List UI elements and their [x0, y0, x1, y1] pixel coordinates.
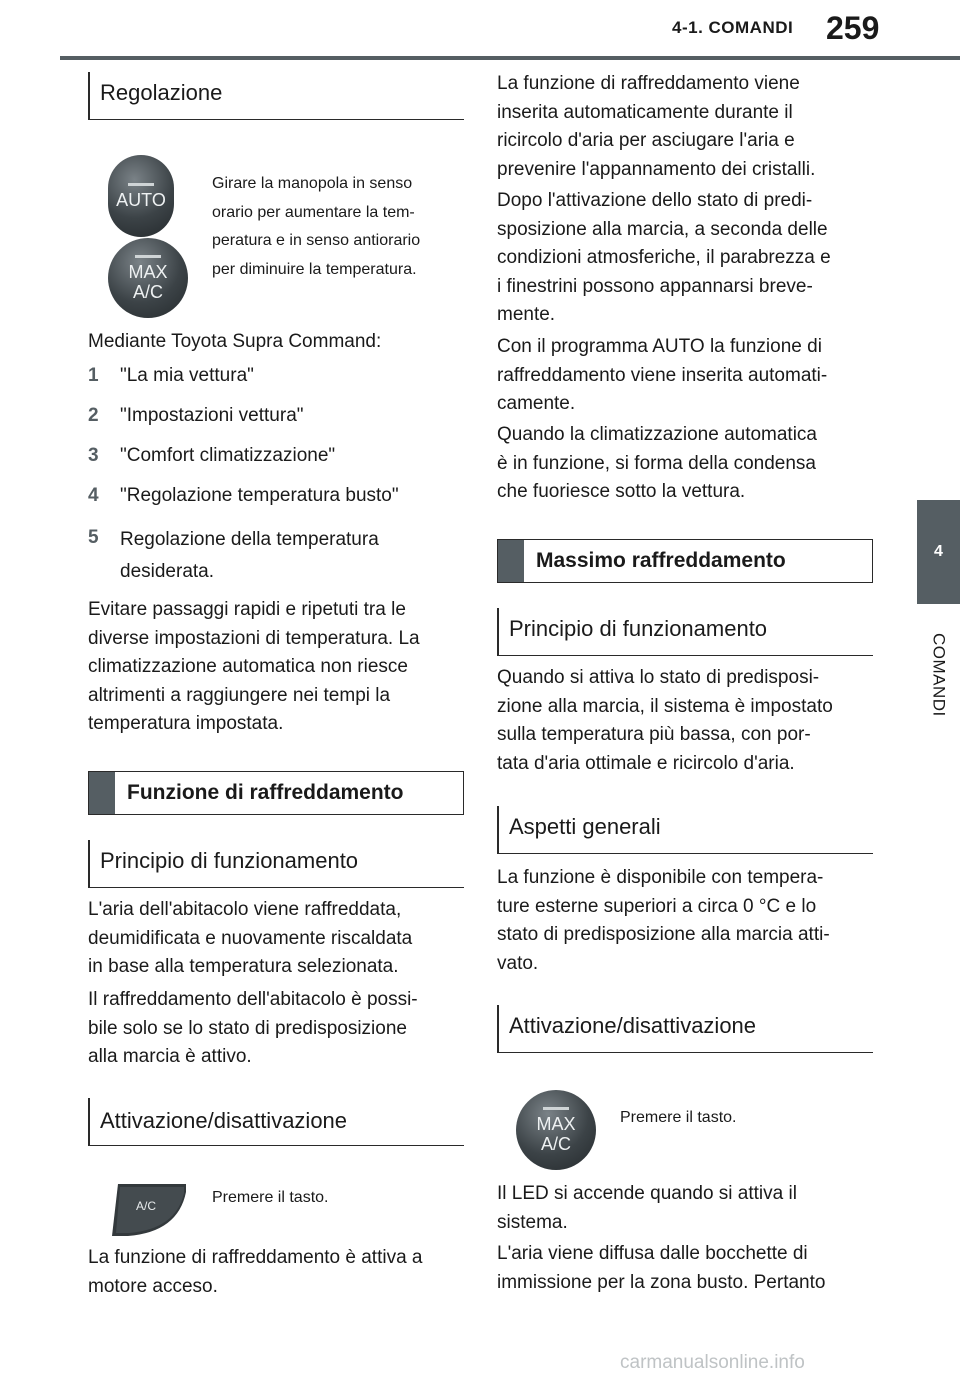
principio-paragraph-2: Il raffreddamento dell'abitacolo è possi- bile solo se lo stato di predisposizione alla marcia è attivo.	[88, 989, 418, 1067]
heading-funzione-raffreddamento: Funzione di raffreddamento	[88, 771, 464, 815]
heading-attivazione-right: Attivazione/disattivazione	[497, 1005, 873, 1053]
auto-button-image	[108, 155, 174, 237]
heading-aspetti-generali: Aspetti generali	[497, 806, 873, 854]
right-paragraph-4: Quando la climatizzazione automatica è in funzione, si forma della condensa che fuoriesce sotto la vettura.	[497, 424, 818, 502]
page-number: 259	[826, 10, 880, 46]
principio-right-text: Quando si attiva lo stato di predisposi- zione alla marcia, il sistema è impostato sulla temperatura più bassa, con por- tata d'aria ottimale e ricircolo d'aria.	[497, 667, 833, 774]
premere-right: Premere il tasto.	[620, 1109, 737, 1126]
auto-label: AUTO	[116, 189, 166, 210]
warning-text: Evitare passaggi rapidi e ripetuti tra le diverse impostazioni di temperatura. La climatizzazione automatica non riesce altrimenti a raggiungere nei tempi la temperatura impostata.	[88, 599, 420, 734]
heading-attivazione-left: Attivazione/disattivazione	[88, 1098, 464, 1146]
chapter-label: COMANDI	[929, 633, 949, 717]
right-paragraph-2: Dopo l'attivazione dello stato di predi- sposizione alla marcia, a seconda delle condizioni atmosferiche, il parabrezza e i finestrini possono appannarsi breve- mente.	[497, 190, 831, 325]
heading-massimo-raffreddamento: Massimo raffreddamento	[497, 539, 873, 583]
watermark: carmanualsonline.info	[620, 1352, 805, 1373]
step-3: 3 "Comfort climatizzazione"	[88, 445, 336, 466]
heading-regolazione: Regolazione	[88, 72, 464, 120]
step-5: 5 Regolazione della temperatura desiderata.	[88, 527, 379, 582]
header-rule	[60, 56, 960, 60]
premere-left: Premere il tasto.	[212, 1189, 329, 1206]
step-4: 4 "Regolazione temperatura busto"	[88, 485, 399, 506]
section-title: 4-1. COMANDI	[672, 18, 794, 37]
aria-text: L'aria viene diffusa dalle bocchette di immissione per la zona busto. Pertanto	[497, 1243, 826, 1293]
chapter-tab: 4	[917, 500, 960, 604]
max-ac-button-image: MAX A/C	[108, 238, 188, 318]
final-text: La funzione di raffreddamento è attiva a motore acceso.	[88, 1247, 423, 1297]
principio-paragraph-1: L'aria dell'abitacolo viene raffreddata, deumidificata e nuovamente riscaldata in base alla temperatura selezionata.	[88, 899, 413, 977]
step-2: 2 "Impostazioni vettura"	[88, 405, 304, 426]
knob-instructions: Girare la manopola in senso orario per aumentare la tem- peratura e in senso antiorario per diminuire la temperatura.	[212, 175, 421, 278]
led-text: Il LED si accende quando si attiva il sistema.	[497, 1183, 797, 1233]
intro-text: Mediante Toyota Supra Command:	[88, 331, 382, 352]
step-1: 1 "La mia vettura"	[88, 365, 254, 386]
heading-principio-left: Principio di funzionamento	[88, 840, 464, 888]
max-ac-button-image-right: MAX A/C	[516, 1090, 596, 1170]
aspetti-text: La funzione è disponibile con tempera- ture esterne superiori a circa 0 °C e lo stato di predisposizione alla marcia atti- vato.	[497, 867, 830, 974]
ac-button-image: A/C	[108, 1184, 188, 1236]
right-paragraph-3: Con il programma AUTO la funzione di raffreddamento viene inserita automati- camente.	[497, 336, 828, 414]
right-paragraph-1: La funzione di raffreddamento viene inserita automaticamente durante il ricircolo d'aria per asciugare l'aria e prevenire l'appannamento dei cristalli.	[497, 73, 816, 180]
heading-principio-right: Principio di funzionamento	[497, 608, 873, 656]
